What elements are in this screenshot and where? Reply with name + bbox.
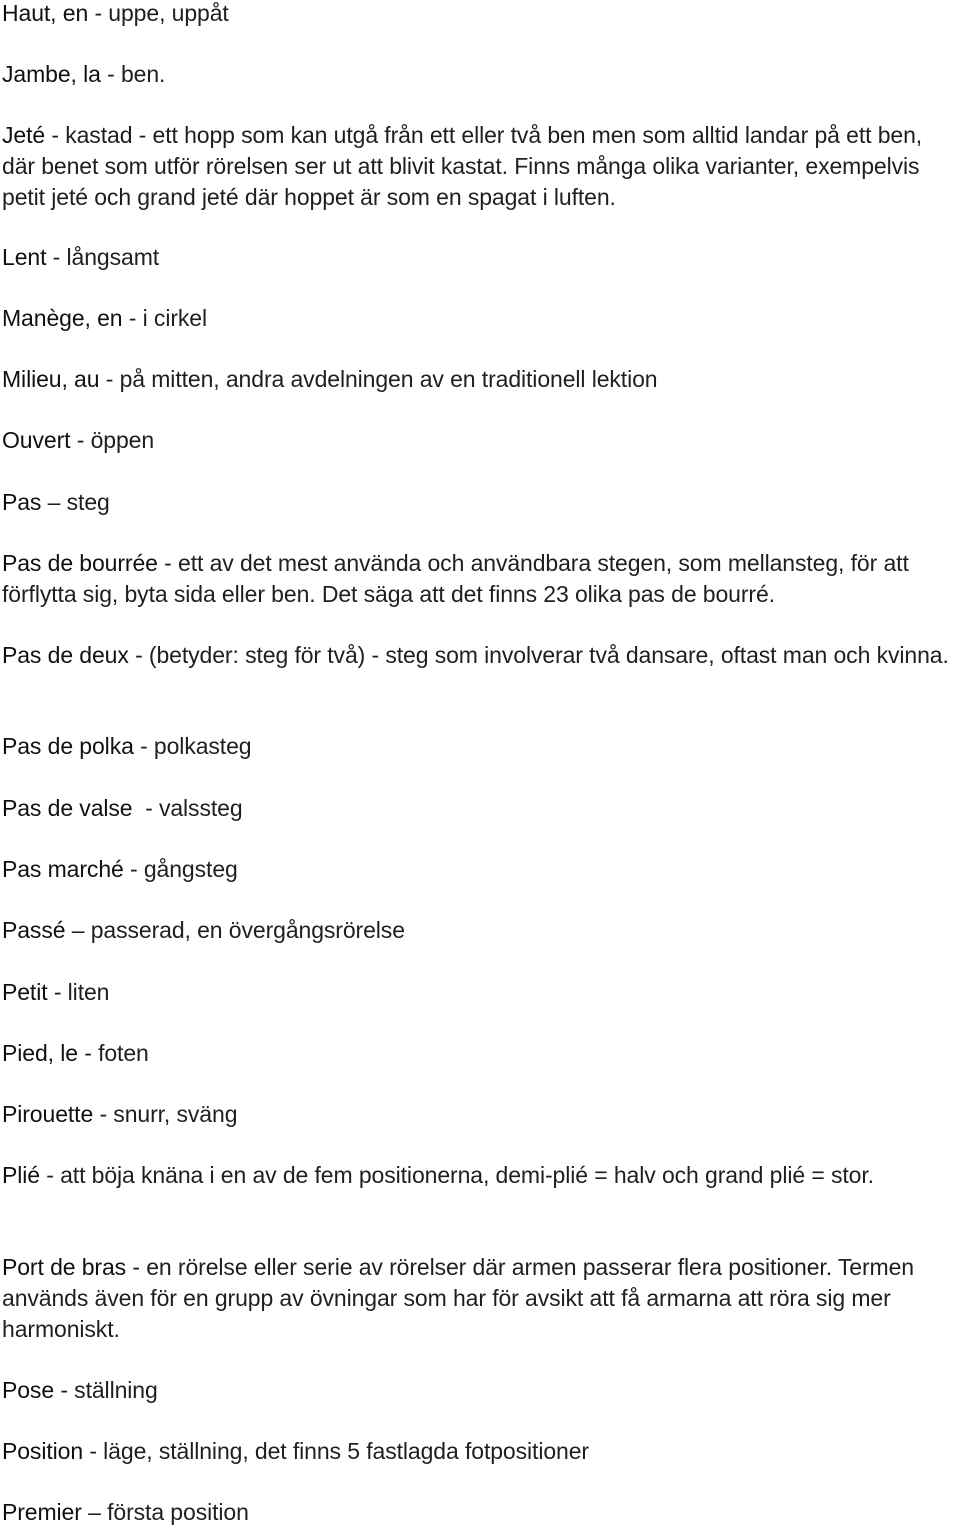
entry-separator: - <box>122 305 143 331</box>
entry-definition: på mitten, andra avdelningen av en traditionell lektion <box>119 366 658 392</box>
entry-term: Passé <box>2 917 66 943</box>
entry-term: Haut, en <box>2 0 89 26</box>
entry-term: Port de bras <box>2 1254 127 1280</box>
entry-separator: – <box>41 489 67 515</box>
entry-separator: - <box>133 733 154 759</box>
glossary-entry-jambe <box>2 59 958 90</box>
glossary-entry-haut <box>2 0 958 29</box>
entry-term: Pose <box>2 1377 55 1403</box>
entry-separator: - <box>126 1254 147 1280</box>
glossary-entry-pas-marche <box>2 854 958 885</box>
entry-term: Jambe, la <box>2 61 101 87</box>
entry-definition: polkasteg <box>153 733 252 759</box>
entry-term: Jeté <box>2 122 46 148</box>
entry-term: Pirouette <box>2 1101 94 1127</box>
glossary-entry-ouvert <box>2 425 958 456</box>
entry-term: Pied, le <box>2 1040 78 1066</box>
glossary-entry-pas-de-bourree <box>2 548 958 610</box>
entry-separator: – <box>81 1499 108 1525</box>
glossary-entry-position <box>2 1436 958 1467</box>
entry-separator: - <box>99 366 120 392</box>
entry-separator: - <box>77 1040 99 1066</box>
entry-definition: liten <box>67 979 110 1005</box>
entry-separator: - <box>83 1438 104 1464</box>
glossary-entry-pas-de-valse <box>2 793 958 824</box>
entry-definition: ben. <box>120 61 166 87</box>
glossary-entry-port-de-bras <box>2 1252 958 1345</box>
glossary-entry-petit <box>2 977 958 1008</box>
entry-term: Plié <box>2 1162 40 1188</box>
entry-definition: steg <box>66 489 110 515</box>
glossary-entry-passe <box>2 915 958 946</box>
entry-definition: ställning <box>74 1377 158 1403</box>
glossary-entry-premier <box>2 1497 958 1528</box>
entry-term: Milieu, au <box>2 366 100 392</box>
glossary-entry-plie <box>2 1160 958 1191</box>
entry-term: Pas de deux <box>2 642 129 668</box>
entry-separator: - <box>39 1162 61 1188</box>
entry-term: Manège, en <box>2 305 123 331</box>
entry-separator: - <box>70 427 91 453</box>
entry-definition: uppe, uppåt <box>108 0 229 26</box>
entry-term: Premier <box>2 1499 82 1525</box>
entry-separator: - <box>157 550 179 576</box>
entry-definition: (betyder: steg för två) - steg som involverar två dansare, oftast man och kvinna. <box>148 642 949 668</box>
entry-separator: - <box>100 61 121 87</box>
entry-term: Pas de bourrée <box>2 550 158 576</box>
entry-definition: ett av det mest använda och användbara stegen, som mellansteg, för att förflytta sig, byta sida eller ben. Det säga att det finns 23 olika pas de bourré. <box>2 550 909 607</box>
glossary-entry-pas-de-deux <box>2 640 958 671</box>
entry-definition: passerad, en övergångsrörelse <box>90 917 405 943</box>
entry-term: Ouvert <box>2 427 71 453</box>
entry-separator: - <box>54 1377 75 1403</box>
entry-definition: en rörelse eller serie av rörelser där armen passerar flera positioner. Termen används även för en grupp av övningar som har för avsikt att få armarna att röra sig mer harmoniskt. <box>2 1254 914 1342</box>
entry-term: Position <box>2 1438 84 1464</box>
entry-definition: gångsteg <box>143 856 238 882</box>
entry-term: Pas de valse <box>2 795 133 821</box>
entry-definition: foten <box>98 1040 149 1066</box>
glossary-entry-pirouette <box>2 1099 958 1130</box>
entry-definition: öppen <box>90 427 155 453</box>
entry-term: Petit <box>2 979 48 1005</box>
entry-definition: första position <box>107 1499 249 1525</box>
entry-separator: - <box>88 0 109 26</box>
entry-separator: - <box>46 244 67 270</box>
entry-separator: - <box>128 642 149 668</box>
entry-separator: - <box>93 1101 114 1127</box>
entry-definition: snurr, sväng <box>113 1101 238 1127</box>
entry-definition: läge, ställning, det finns 5 fastlagda fotpositioner <box>103 1438 589 1464</box>
entry-separator: - <box>123 856 144 882</box>
entry-definition: valssteg <box>158 795 243 821</box>
entry-definition: i cirkel <box>142 305 207 331</box>
glossary-entry-pied <box>2 1038 958 1069</box>
entry-definition: långsamt <box>66 244 160 270</box>
glossary-entry-pas <box>2 487 958 518</box>
entry-term: Lent <box>2 244 47 270</box>
entry-definition: att böja knäna i en av de fem positionerna, demi-plié = halv och grand plié = stor. <box>60 1162 874 1188</box>
glossary-entry-milieu <box>2 364 958 395</box>
entry-separator: – <box>65 917 91 943</box>
glossary-entry-pas-de-polka <box>2 731 958 762</box>
entry-separator: - <box>132 795 159 821</box>
entry-term: Pas marché <box>2 856 124 882</box>
glossary-entry-pose <box>2 1375 958 1406</box>
entry-separator: - <box>47 979 68 1005</box>
entry-definition: kastad - ett hopp som kan utgå från ett eller två ben men som alltid landar på ett ben, där benet som utför rörelsen ser ut att blivit kastat. Finns många olika varianter, exempelvis petit jeté och grand jeté där hoppet är som en spagat i luften. <box>2 122 923 210</box>
entry-term: Pas <box>2 489 42 515</box>
glossary-entry-jete <box>2 120 958 213</box>
entry-separator: - <box>45 122 66 148</box>
glossary-entry-lent <box>2 242 958 273</box>
entry-term: Pas de polka <box>2 733 134 759</box>
glossary-entry-manege <box>2 303 958 334</box>
